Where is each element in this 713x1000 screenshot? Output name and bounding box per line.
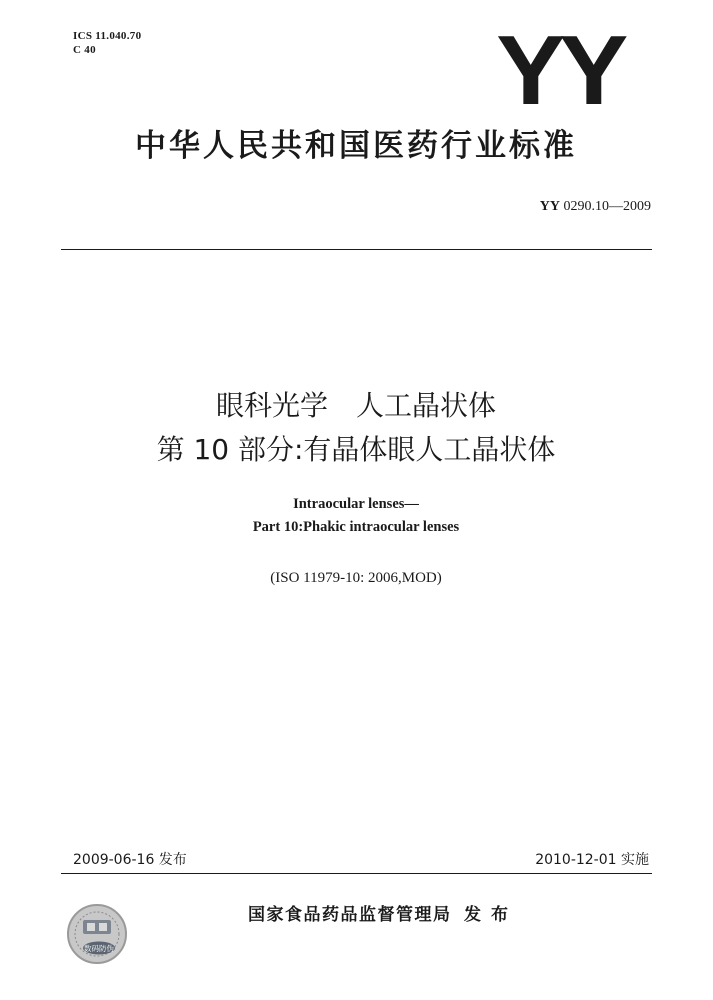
classification-codes — [73, 29, 141, 57]
footer-divider — [61, 873, 652, 874]
standard-number-prefix: YY — [539, 199, 560, 214]
document-title-cn-line1: 眼科光学 人工晶状体 — [215, 389, 496, 422]
header-divider — [61, 249, 652, 250]
iso-reference: (ISO 11979-10: 2006,MOD) — [270, 570, 442, 586]
ics-code: ICS 11.040.70 — [73, 30, 142, 42]
standard-logo: YY — [496, 15, 622, 125]
issuing-authority: 国家食品药品监督管理局 — [248, 905, 452, 925]
implement-date: 2010-12-01 实施 — [535, 852, 649, 868]
seal-graphic — [66, 903, 128, 965]
standard-category-title: 中华人民共和国医药行业标准 — [135, 128, 577, 164]
standard-number-value: 0290.10—2009 — [563, 199, 651, 214]
document-title-en-line1: Intraocular lenses— — [293, 496, 419, 512]
document-title-en-line2: Part 10:Phakic intraocular lenses — [252, 519, 460, 535]
seal-text: 数码防伪 — [84, 944, 114, 953]
anti-counterfeit-seal-icon — [66, 903, 128, 965]
document-title-cn-line2: 第 10 部分:有晶体眼人工晶状体 — [156, 433, 556, 466]
ccs-code: C 40 — [73, 44, 96, 56]
publish-date: 2009-06-16 发布 — [73, 852, 187, 868]
issue-label: 发布 — [464, 905, 518, 925]
standard-number — [540, 199, 651, 215]
